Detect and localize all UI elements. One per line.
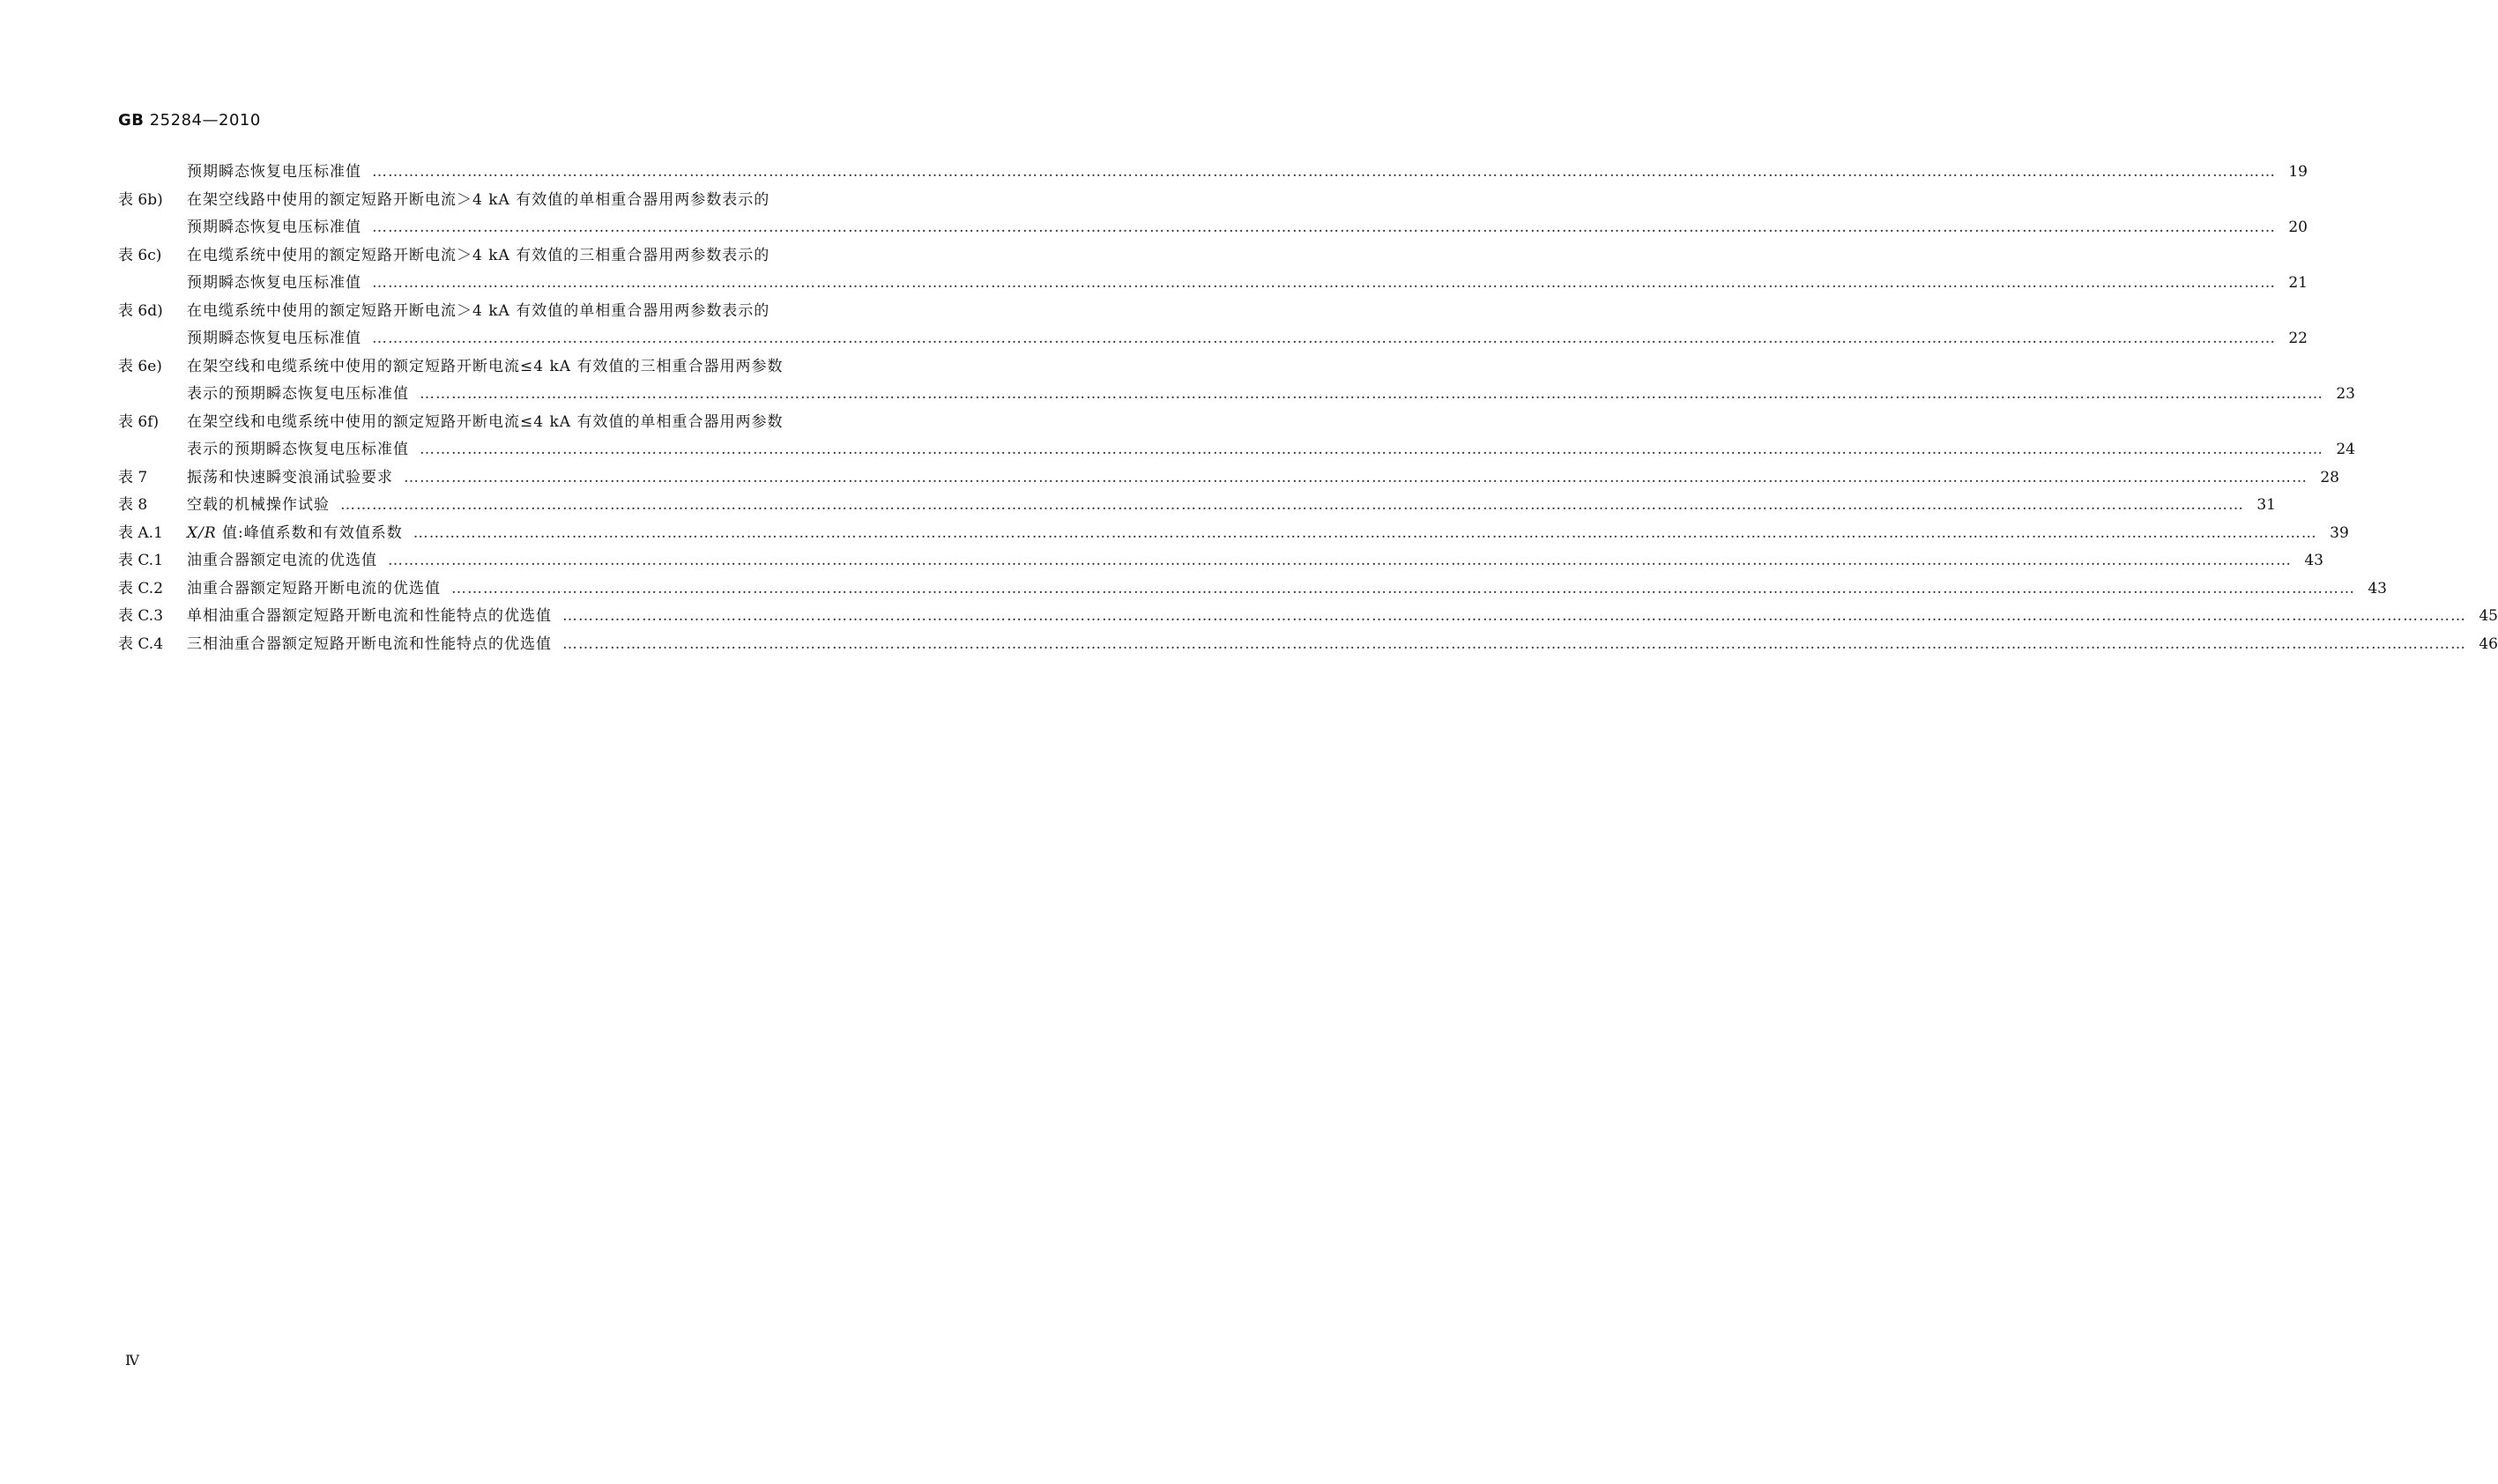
toc-line <box>118 436 2355 464</box>
toc-entry-title: 在架空线和电缆系统中使用的额定短路开断电流≤4 kA 有效值的三相重合器用两参数 <box>187 357 784 375</box>
toc-entry-label: 表 8 <box>118 496 148 514</box>
toc-leader: ……………………………………………………………………………………………………………………………………………………………………………………………………………………………………………………………………………………………………………………………… <box>372 219 2276 236</box>
toc-page-number: 20 <box>2288 219 2308 236</box>
page-number-footer: Ⅳ <box>125 1352 139 1369</box>
toc-entry-label: 表 C.4 <box>118 634 164 653</box>
standard-number: 25284—2010 <box>149 111 261 130</box>
toc-entry-title: 油重合器额定短路开断电流的优选值 <box>187 579 441 597</box>
toc-page-number: 22 <box>2288 330 2308 347</box>
toc-entry-title: 在电缆系统中使用的额定短路开断电流＞4 kA 有效值的三相重合器用两参数表示的 <box>187 246 770 264</box>
toc-entry-title: 油重合器额定电流的优选值 <box>187 552 377 569</box>
toc-page-number: 21 <box>2288 274 2308 292</box>
toc-entry-title: 振荡和快速瞬变浪涌试验要求 <box>187 468 393 486</box>
toc-leader: ……………………………………………………………………………………………………………………………………………………………………………………………………………………………………………………………………………………………………………………………… <box>562 634 2466 653</box>
toc-leader: ……………………………………………………………………………………………………………………………………………………………………………………………………………………………………………………………………………………………………………………………… <box>372 274 2276 292</box>
toc-line <box>118 547 2323 575</box>
toc-line <box>118 325 2308 353</box>
toc-entry-label: 表 A.1 <box>118 523 163 542</box>
toc-leader: ……………………………………………………………………………………………………………………………………………………………………………………………………………………………………………………………………………………………………………………………… <box>413 523 2317 542</box>
toc-leader: ……………………………………………………………………………………………………………………………………………………………………………………………………………………………………………………………………………………………………………………………… <box>562 607 2466 625</box>
toc-entry-label: 表 7 <box>118 468 148 486</box>
toc-entry-title-continued: 预期瞬态恢复电压标准值 <box>187 219 361 236</box>
toc-line <box>118 353 931 382</box>
toc-entry-title-italic: X/R <box>187 523 217 542</box>
toc-entry-label: 表 6c) <box>118 246 162 264</box>
toc-entry-title: 空载的机械操作试验 <box>187 496 330 514</box>
toc-leader: ……………………………………………………………………………………………………………………………………………………………………………………………………………………………………………………………………………………………………………………………… <box>404 468 2308 486</box>
toc-leader: ……………………………………………………………………………………………………………………………………………………………………………………………………………………………………………………………………………………………………………………………… <box>372 330 2276 347</box>
toc-entry-label: 表 C.1 <box>118 552 164 569</box>
toc-line <box>118 214 2308 242</box>
toc-entry-label: 表 6f) <box>118 412 160 431</box>
toc-line <box>118 520 2349 548</box>
toc-line <box>118 159 2308 187</box>
toc-entry-title-continued: 预期瞬态恢复电压标准值 <box>187 330 361 347</box>
toc-page-number: 43 <box>2304 552 2323 569</box>
toc-line <box>118 270 2308 298</box>
toc-page-number: 24 <box>2336 441 2355 458</box>
table-of-contents <box>118 159 2498 658</box>
toc-page-number: 46 <box>2479 634 2498 653</box>
toc-line <box>118 575 2387 604</box>
toc-page-number: 43 <box>2368 579 2387 597</box>
toc-entry-title-rest: 值:峰值系数和有效值系数 <box>216 523 403 542</box>
toc-entry-label: 表 6e) <box>118 357 162 375</box>
toc-entry-title-continued: 预期瞬态恢复电压标准值 <box>187 274 361 292</box>
toc-leader: ……………………………………………………………………………………………………………………………………………………………………………………………………………………………………………………………………………………………………………………………… <box>420 441 2323 458</box>
toc-entry-title-continued: 表示的预期瞬态恢复电压标准值 <box>187 385 409 403</box>
toc-line <box>118 603 2498 631</box>
toc-entry-label: 表 C.3 <box>118 607 164 625</box>
toc-entry-title <box>187 520 403 548</box>
toc-leader: ……………………………………………………………………………………………………………………………………………………………………………………………………………………………………………………………………………………………………………………………… <box>388 552 2292 569</box>
toc-page-number: 39 <box>2330 523 2349 542</box>
toc-leader: ……………………………………………………………………………………………………………………………………………………………………………………………………………………………………………………………………………………………………………………………… <box>340 496 2244 514</box>
toc-page-number: 45 <box>2479 607 2498 625</box>
toc-line <box>118 409 931 437</box>
toc-leader: ……………………………………………………………………………………………………………………………………………………………………………………………………………………………………………………………………………………………………………………………… <box>420 385 2323 403</box>
toc-entry-label: 表 C.2 <box>118 579 164 597</box>
toc-entry-label: 表 6d) <box>118 301 163 320</box>
toc-line <box>118 242 931 271</box>
toc-leader: ……………………………………………………………………………………………………………………………………………………………………………………………………………………………………………………………………………………………………………………………… <box>372 163 2276 181</box>
toc-line <box>118 381 2355 409</box>
toc-line <box>118 298 931 326</box>
toc-line <box>118 492 2276 520</box>
toc-page-number: 28 <box>2320 468 2339 486</box>
toc-line <box>118 464 2339 493</box>
toc-entry-title: 单相油重合器额定短路开断电流和性能特点的优选值 <box>187 607 552 625</box>
toc-entry-title: 在架空线和电缆系统中使用的额定短路开断电流≤4 kA 有效值的单相重合器用两参数 <box>187 412 784 431</box>
toc-entry-title: 在电缆系统中使用的额定短路开断电流＞4 kA 有效值的单相重合器用两参数表示的 <box>187 301 770 320</box>
standard-code <box>118 111 261 130</box>
toc-page-number: 31 <box>2256 496 2276 514</box>
toc-entry-title: 预期瞬态恢复电压标准值 <box>187 163 361 181</box>
toc-line <box>118 187 931 215</box>
toc-entry-title-continued: 表示的预期瞬态恢复电压标准值 <box>187 441 409 458</box>
toc-page-number: 23 <box>2336 385 2355 403</box>
toc-entry-label: 表 6b) <box>118 190 163 209</box>
toc-entry-title: 在架空线路中使用的额定短路开断电流＞4 kA 有效值的单相重合器用两参数表示的 <box>187 190 770 209</box>
toc-entry-title: 三相油重合器额定短路开断电流和性能特点的优选值 <box>187 634 552 653</box>
standard-prefix: GB <box>118 111 145 130</box>
toc-leader: ……………………………………………………………………………………………………………………………………………………………………………………………………………………………………………………………………………………………………………………………… <box>451 579 2355 597</box>
toc-line <box>118 631 2498 659</box>
toc-page-number: 19 <box>2288 163 2308 181</box>
